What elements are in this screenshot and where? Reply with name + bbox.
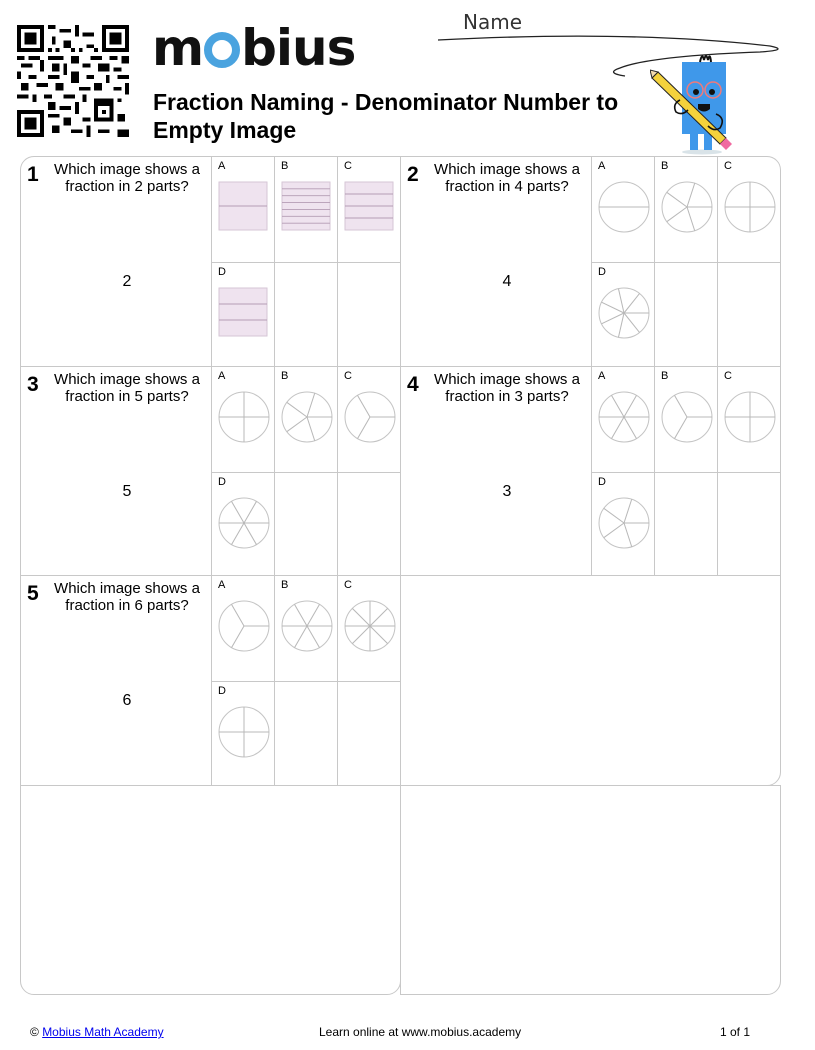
fraction-circle-icon	[218, 600, 270, 652]
fraction-circle-icon	[344, 600, 396, 652]
fraction-rectangle-icon	[281, 181, 332, 232]
choice-label: D	[598, 266, 606, 278]
problem-number: 3	[27, 372, 39, 396]
choice-label: C	[724, 369, 732, 382]
fraction-rectangle-icon	[218, 181, 269, 232]
empty-choice-slot	[274, 262, 337, 366]
empty-choice-slot	[717, 262, 780, 366]
problem-number: 1	[27, 163, 39, 186]
name-label: Name	[463, 10, 523, 34]
choice-label: A	[218, 579, 226, 591]
choice-option-d[interactable]	[211, 262, 274, 366]
question-text: Which image shows a fraction in 5 parts?	[54, 370, 200, 405]
choice-option-a[interactable]	[591, 367, 654, 472]
fraction-circle-icon	[661, 181, 713, 233]
empty-cell	[400, 575, 781, 786]
mascot-illustration	[650, 48, 740, 156]
choice-label: D	[218, 266, 226, 278]
empty-choice-slot	[337, 262, 400, 366]
choice-option-c[interactable]	[717, 367, 780, 472]
footer-copyright	[30, 1025, 164, 1039]
question-text: Which image shows a fraction in 6 parts?	[54, 580, 200, 614]
choice-option-b[interactable]	[654, 157, 717, 262]
question-text: Which image shows a fraction in 3 parts?	[434, 370, 580, 405]
choice-option-b[interactable]	[274, 157, 337, 262]
fraction-circle-icon	[598, 181, 650, 233]
problem-cell	[400, 366, 781, 577]
empty-choice-slot	[337, 681, 400, 785]
choice-option-a[interactable]	[211, 367, 274, 472]
problem-number: 2	[407, 163, 419, 186]
choice-label: B	[281, 160, 289, 172]
empty-cell	[20, 785, 401, 996]
empty-cell	[400, 785, 781, 996]
page-number: 1 of 1	[720, 1025, 751, 1039]
problem-cell	[20, 366, 401, 577]
choice-label: A	[218, 160, 226, 172]
question-text: Which image shows a fraction in 2 parts?	[54, 161, 200, 195]
choice-label: C	[344, 369, 352, 382]
choice-label: B	[661, 160, 669, 172]
fraction-circle-icon	[661, 391, 713, 443]
footer-center-text: Learn online at www.mobius.academy	[319, 1025, 522, 1039]
mobius-logo: m bius	[152, 19, 356, 77]
page-title: Fraction Naming - Denominator Number to Empty Image	[153, 89, 619, 143]
choice-label: B	[661, 369, 669, 382]
choice-label: C	[344, 160, 352, 172]
denominator-value: 3	[502, 482, 512, 500]
choice-option-a[interactable]	[591, 157, 654, 262]
fraction-circle-icon	[281, 391, 333, 443]
choice-option-c[interactable]	[337, 157, 400, 262]
fraction-rectangle-icon	[218, 287, 269, 338]
qr-code	[17, 25, 129, 137]
denominator-value: 2	[122, 273, 132, 290]
copyright-symbol: ©	[30, 1025, 39, 1039]
fraction-rectangle-icon	[344, 181, 395, 232]
choice-option-b[interactable]	[274, 367, 337, 472]
mobius-academy-link[interactable]: Mobius Math Academy	[42, 1025, 164, 1039]
choice-option-d[interactable]	[211, 681, 274, 785]
fraction-circle-icon	[281, 600, 333, 652]
problem-cell	[400, 156, 781, 367]
empty-choice-slot	[337, 472, 400, 576]
problem-number: 4	[407, 372, 419, 396]
choice-label: D	[218, 685, 226, 697]
choice-option-d[interactable]	[591, 262, 654, 366]
worksheet-grid	[20, 156, 780, 994]
choice-label: D	[598, 475, 606, 488]
choice-label: B	[281, 369, 289, 382]
choice-label: C	[344, 579, 352, 591]
denominator-value: 6	[122, 692, 132, 709]
fraction-circle-icon	[598, 391, 650, 443]
choice-option-b[interactable]	[274, 576, 337, 681]
denominator-value: 5	[122, 482, 132, 500]
denominator-value: 4	[502, 273, 512, 290]
choice-option-a[interactable]	[211, 576, 274, 681]
choice-label: B	[281, 579, 289, 591]
choice-label: D	[218, 475, 226, 488]
empty-choice-slot	[274, 681, 337, 785]
empty-choice-slot	[654, 262, 717, 366]
choice-option-d[interactable]	[211, 472, 274, 576]
fraction-circle-icon	[218, 706, 270, 758]
choice-label: C	[724, 160, 732, 172]
empty-choice-slot	[274, 472, 337, 576]
logo-o-icon	[204, 32, 240, 68]
fraction-circle-icon	[724, 181, 776, 233]
fraction-circle-icon	[218, 391, 270, 443]
choice-option-c[interactable]	[717, 157, 780, 262]
fraction-circle-icon	[724, 391, 776, 443]
choice-option-c[interactable]	[337, 576, 400, 681]
problem-cell	[20, 156, 401, 367]
choice-option-a[interactable]	[211, 157, 274, 262]
choice-label: A	[598, 369, 606, 382]
fraction-circle-icon	[598, 287, 650, 339]
empty-choice-slot	[717, 472, 780, 576]
fraction-circle-icon	[218, 497, 270, 549]
choice-option-c[interactable]	[337, 367, 400, 472]
choice-option-d[interactable]	[591, 472, 654, 576]
choice-label: A	[218, 369, 226, 382]
choice-option-b[interactable]	[654, 367, 717, 472]
empty-choice-slot	[654, 472, 717, 576]
problem-number: 5	[27, 582, 39, 605]
choice-label: A	[598, 160, 606, 172]
fraction-circle-icon	[344, 391, 396, 443]
problem-cell	[20, 575, 401, 786]
question-text: Which image shows a fraction in 4 parts?	[434, 161, 580, 195]
fraction-circle-icon	[598, 497, 650, 549]
